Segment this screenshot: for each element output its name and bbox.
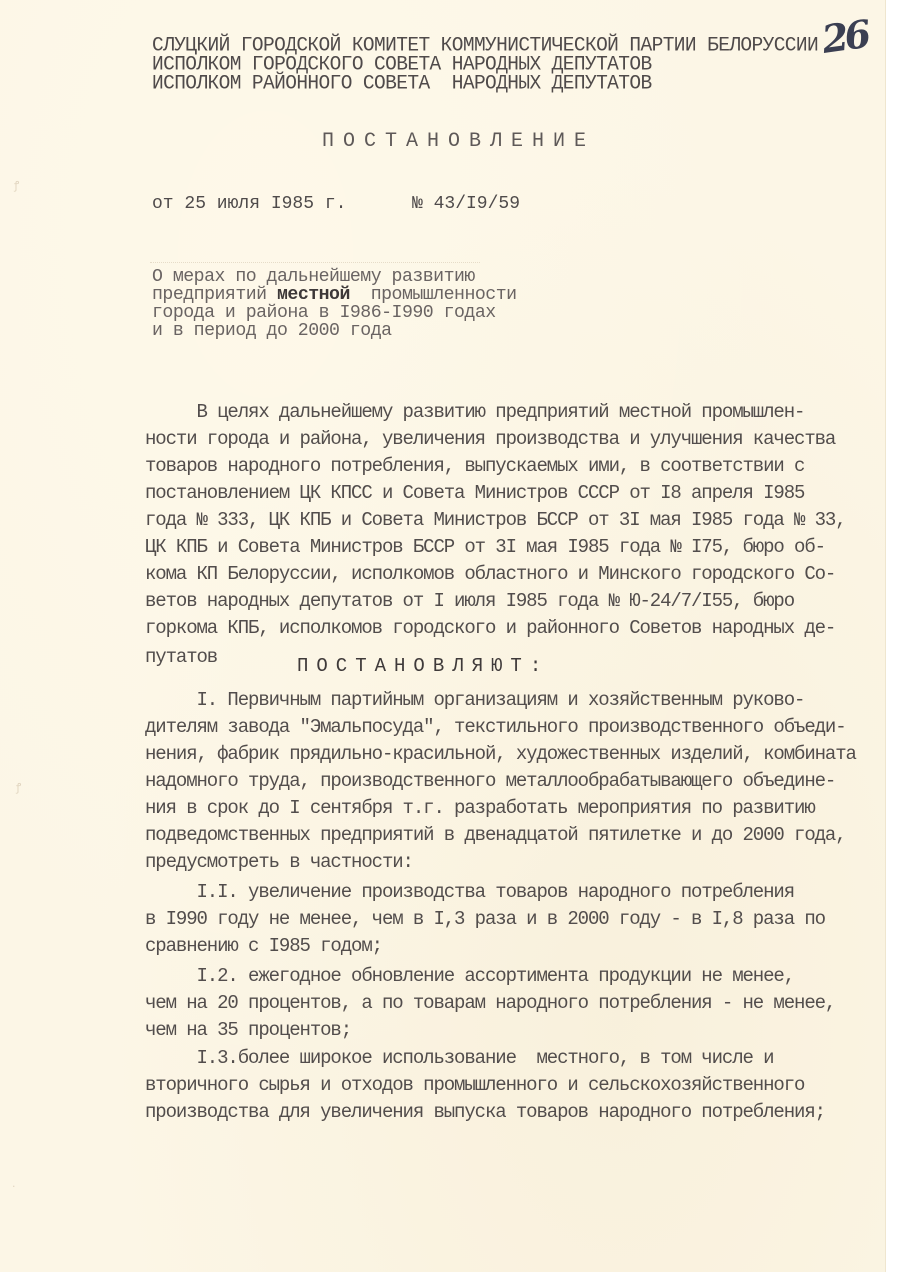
clause-line: дителям завода "Эмальпосуда", текстильного производственного объеди- <box>145 716 846 738</box>
clause-line: чем на 20 процентов, а по товарам народного потребления - не менее, <box>145 992 836 1014</box>
paper-mark: ꝭ <box>14 179 20 192</box>
clause-line: I. Первичным партийным организациям и хозяйственным руково- <box>145 689 805 711</box>
subject-line-1: О мерах по дальнейшему развитию <box>152 267 475 287</box>
preamble-line: ЦК КПБ и Совета Министров БССР от 3I мая I985 года № I75, бюро об- <box>145 536 825 558</box>
preamble-line: путатов <box>145 646 218 668</box>
header-line-city-executive: ИСПОЛКОМ ГОРОДСКОГО СОВЕТА НАРОДНЫХ ДЕПУТАТОВ <box>152 52 652 76</box>
clause-line: нения, фабрик прядильно-красильной, художественных изделий, комбината <box>145 743 856 765</box>
clause-line: подведомственных предприятий в двенадцатой пятилетке и до 2000 года, <box>145 824 846 846</box>
preamble-line: товаров народного потребления, выпускаемых ими, в соответствии с <box>145 455 805 477</box>
document-title: ПОСТАНОВЛЕНИЕ <box>322 130 596 153</box>
subject-line-2 <box>152 286 517 304</box>
clause-line: ния в срок до I сентября т.г. разработать мероприятия по развитию <box>145 797 815 819</box>
subject-bold-word: местной <box>276 285 350 305</box>
header-line-party-committee: СЛУЦКИЙ ГОРОДСКОЙ КОМИТЕТ КОММУНИСТИЧЕСКОЙ ПАРТИИ БЕЛОРУССИИ <box>152 33 819 57</box>
clause-line: в I990 году не менее, чем в I,3 раза и в 2000 году - в I,8 раза по <box>145 908 825 930</box>
subject-line-2-post: промышленности <box>349 285 517 305</box>
clause-line: I.2. ежегодное обновление ассортимента продукции не менее, <box>145 965 795 987</box>
preamble-line: года № 333, ЦК КПБ и Совета Министров БССР от 3I мая I985 года № 33, <box>145 509 846 531</box>
subject-line-4: и в период до 2000 года <box>152 321 392 341</box>
paper-mark: ꝭ <box>16 781 22 794</box>
preamble-line: ности города и района, увеличения производства и улучшения качества <box>145 428 836 450</box>
subject-line-3: города и района в I986-I990 годах <box>152 303 496 323</box>
clause-line: надомного труда, производственного металлообрабатывающего объедине- <box>145 770 836 792</box>
preamble-line: кома КП Белоруссии, исполкомов областного и Минского городского Со- <box>145 563 836 585</box>
preamble-line: горкома КПБ, исполкомов городского и районного Советов народных де- <box>145 617 836 639</box>
subject-line-2-pre: предприятий <box>152 285 277 305</box>
document-number: № 43/I9/59 <box>412 194 521 214</box>
resolve-heading: ПОСТАНОВЛЯЮТ: <box>297 655 550 677</box>
clause-line: вторичного сырья и отходов промышленного и сельскохозяйственного <box>145 1074 805 1096</box>
clause-line: сравнению с I985 годом; <box>145 935 382 957</box>
preamble-line: ветов народных депутатов от I июля I985 года № Ю-24/7/I55, бюро <box>145 590 795 612</box>
paper-mark: · <box>12 1180 16 1193</box>
clause-line: предусмотреть в частности: <box>145 851 413 873</box>
preamble-line: постановлением ЦК КПСС и Совета Министров СССР от I8 апреля I985 <box>145 482 805 504</box>
clause-line: чем на 35 процентов; <box>145 1019 352 1041</box>
document-date: от 25 июля I985 г. <box>152 194 347 214</box>
preamble-line: В целях дальнейшему развитию предприятий местной промышлен- <box>145 401 805 423</box>
clause-line: производства для увеличения выпуска товаров народного потребления; <box>145 1101 825 1123</box>
handwritten-page-number: 26 <box>819 11 870 62</box>
faint-guide-line <box>150 262 480 263</box>
clause-line: I.3.более широкое использование местного, в том числе и <box>145 1047 774 1069</box>
clause-line: I.I. увеличение производства товаров народного потребления <box>145 881 795 903</box>
header-line-district-executive: ИСПОЛКОМ РАЙОННОГО СОВЕТА НАРОДНЫХ ДЕПУТАТОВ <box>152 71 652 95</box>
